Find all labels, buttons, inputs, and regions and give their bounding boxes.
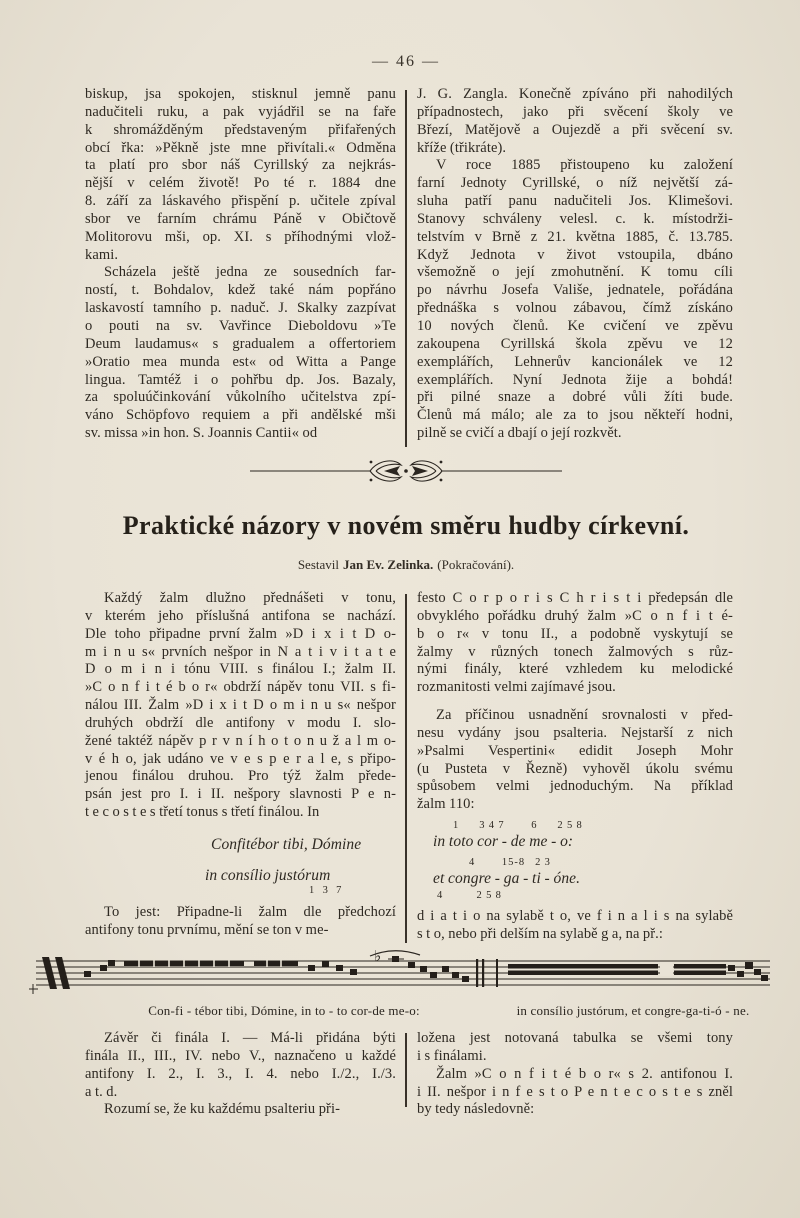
text-line: i s finálami. <box>417 1047 487 1064</box>
text-line: To jest: Připadne-li žalm dle předchozí <box>104 903 396 920</box>
text-line: 8. září za láskavého přispění p. učitele zpíval <box>85 193 396 210</box>
text-line: telstvím v Brně z 21. května 1885, č. 13.785. <box>417 228 733 245</box>
middle-right-text <box>417 590 733 814</box>
text-line: žalm 110: <box>417 796 475 813</box>
text-line: kříže (třikráte). <box>417 139 507 156</box>
text-line: nesu vydány jsou psalteria. Nejstarší z nich <box>417 724 733 741</box>
ornament-divider <box>250 456 562 486</box>
paragraph <box>417 1066 733 1120</box>
text-line: Závěr či finála I. — Má-li přidána býti <box>104 1030 396 1046</box>
text-line: jenou finálou druhou. Pro týž žalm přede- <box>85 768 396 785</box>
text-line: exemplářích, Lehnerův kancionálek ve 12 <box>417 353 733 370</box>
text-line: při pilné snaze a dobré vůli žíti bude. <box>417 389 733 406</box>
text-line: lingua. Tamtéž i o pohřbu dp. Jos. Bazaly, <box>85 371 396 388</box>
text-line: Deum laudamus« s gradualem a offertoriem <box>85 335 396 352</box>
text-line: Členů má málo; ale za to jsou někteří hodni, <box>417 407 733 424</box>
paragraph <box>417 157 733 443</box>
text-line: k shromážděným představeným přifařených <box>85 121 396 138</box>
text-line: antifony tonu prvnímu, mění se ton v me- <box>85 921 329 938</box>
text-line: exemplářích. Nyní Jednota žije a bohdá! <box>417 371 733 388</box>
example-tone-numbers: 4 2 5 8 <box>437 890 502 902</box>
paragraph <box>85 86 396 264</box>
text-line: »Oratio mea munda est« od Witta a Pange <box>85 353 396 370</box>
bottom-left-column <box>85 1030 396 1119</box>
bottom-right-column <box>417 1030 733 1119</box>
middle-right-column <box>417 590 733 944</box>
byline-continuation: (Pokračování). <box>437 557 515 572</box>
middle-left-text <box>85 590 396 822</box>
example-line: et congre - ga - ti - óne. <box>433 870 581 888</box>
text-line: D o m i n i tónu VIII. s finálou I.; žalm II. <box>85 661 396 678</box>
text-line: Rozumí se, že ku každému psalteriu při- <box>104 1101 341 1118</box>
text-line: laskavostí tamního p. naduč. J. Skalky zazpívat <box>85 300 396 317</box>
text-line: ností, t. Bohdalov, kdež také nám popřáno <box>85 282 396 299</box>
article-title: Praktické názory v novém směru hudby církevní. <box>122 511 690 540</box>
text-line: d i a t i o na sylabě t o, ve f i n a l i s na sylabě <box>417 908 733 925</box>
psalm-example-left <box>85 835 396 897</box>
text-line: Březí, Matějově a Oujezdě a při svěcení sv. <box>417 121 733 138</box>
text-line: Molitorovu mši, op. XI. s příhodnými vlož- <box>85 228 396 245</box>
text-line: Dle toho připadne první žalm »D i x i t D o- <box>85 625 396 642</box>
text-line: o pouti na sv. Vavřince Dieboldovu »Te <box>85 317 396 334</box>
text-line: finála II., III., IV. nebo V., naznačeno u každé <box>85 1047 396 1064</box>
text-line: by tedy následovně: <box>417 1101 535 1118</box>
text-line: obvyklého pořádku druhý žalm »C o n f i t é- <box>417 607 733 624</box>
paragraph <box>85 590 396 822</box>
example-tone-numbers: 4 15-8 2 3 <box>469 857 551 869</box>
text-line: v é h o, jak udáno ve v e s p e r a l e, s připo- <box>85 750 396 767</box>
paragraph <box>417 1030 733 1066</box>
text-line: psán jest pro I. i II. nešpory slavnosti P e n- <box>85 786 396 803</box>
paragraph <box>85 264 396 442</box>
svg-text:♭: ♭ <box>374 949 382 965</box>
text-line: t e c o s t e s třetí tonus s třetí finálou. In <box>85 804 320 821</box>
text-line: nými finály, které vzhledem ku melodické <box>417 661 733 678</box>
text-line: farní Jednoty Cyrillské, o níž největší zá- <box>417 175 733 192</box>
text-line: J. G. Zangla. Konečně zpíváno při nahodilých <box>417 86 733 102</box>
text-line: Scházela ještě jedna ze sousedních far- <box>104 264 396 281</box>
example-line: in toto cor - de me - o: <box>433 833 574 851</box>
example-tone-numbers: 1 3 4 7 6 2 5 8 <box>453 820 583 832</box>
text-line: rozmanitosti velmi zajímavé jsou. <box>417 679 616 696</box>
text-line: zakoupena Cyrillská škola zpěvu ve 12 <box>417 335 733 352</box>
paragraph <box>417 590 733 697</box>
example-line: in consílio justórum <box>205 866 331 884</box>
text-line: Za příčinou usnadnění srovnalosti v před- <box>436 707 733 724</box>
text-line: festo C o r p o r i s C h r i s t i předepsán dle <box>417 590 733 606</box>
text-line: antifony I. 2., I. 3., I. 4. nebo I./2., I./3. <box>85 1065 396 1082</box>
paragraph <box>85 904 396 940</box>
middle-left-text2 <box>85 904 396 940</box>
text-line: přednáška s volnou zábavou, čímž získáno <box>417 300 733 317</box>
text-line: nadučiteli ruku, a pak vyjádřil se na faře <box>85 103 396 120</box>
byline-author: Jan Ev. Zelinka. <box>342 557 434 572</box>
paragraph <box>85 1030 396 1101</box>
text-line: po návrhu Josefa Vališe, jednatele, pořádána <box>417 282 733 299</box>
text-line: sv. missa »in hon. S. Joannis Cantii« od <box>85 425 318 442</box>
paragraph <box>417 707 733 814</box>
text-line: všemožně o její zmohutnění. K tomu cíli <box>417 264 733 281</box>
article-byline <box>70 557 742 573</box>
middle-right-text2 <box>417 908 733 944</box>
text-line: a t. d. <box>85 1083 118 1100</box>
page-number: — 46 — <box>372 53 440 70</box>
text-line: Stanovy schváleny velesl. c. k. místodrži- <box>417 210 733 227</box>
text-line: biskup, jsa spokojen, stisknul jemně panu <box>85 86 396 102</box>
text-line: Žalm »C o n f i t é b o r« s 2. antifonou I. <box>436 1065 733 1082</box>
byline-prefix: Sestavil <box>297 557 339 572</box>
paragraph <box>85 1101 396 1119</box>
text-line: ta platí pro sbor náš Cyrillský za nejkrás- <box>85 157 396 174</box>
text-line: v kterém jeho příslušná antifona se nachází. <box>85 607 396 624</box>
text-line: b o r« v tonu II., a podobně vyskytují se <box>417 625 733 642</box>
staff-caption-left: Con-fi - tébor tibi, Dómine, in to - to cor-de me-o: <box>148 1003 420 1018</box>
text-line: kami. <box>85 246 119 263</box>
staff-breath-gap <box>660 962 673 976</box>
text-line: váno Schöpfovo requiem a při andělské mši <box>85 407 396 424</box>
middle-left-column <box>85 590 396 940</box>
text-line: Každý žalm dlužno přednášeti v tonu, <box>104 590 396 606</box>
text-line: (u Pusteta v Řezně) vyhověl úkolu svému <box>417 760 733 777</box>
text-line: Když Jednota v život vstoupila, dbáno <box>417 246 733 263</box>
text-line: sluha patří panu nadučiteli Jos. Klimešovi. <box>417 193 733 210</box>
music-staff-notation <box>26 949 774 1003</box>
text-line: ložena jest notovaná tabulka se všemi tony <box>417 1030 733 1046</box>
psalm-example-right <box>417 820 733 902</box>
top-right-column <box>417 86 733 443</box>
text-line: spůsobem velmi jednoduchým. Na příklad <box>417 778 733 795</box>
text-line: »Psalmi Vespertini« edidit Joseph Mohr <box>417 742 733 759</box>
text-line: nější v celém životě! Po té r. 1884 dne <box>85 175 396 192</box>
example-tone-numbers: 1 3 7 <box>309 884 345 896</box>
top-left-column <box>85 86 396 443</box>
column-divider-middle <box>405 594 407 943</box>
text-line: nálou III. Žalm »D i x i t D o m i n u s« nešpor <box>85 697 396 714</box>
column-divider-top <box>405 90 407 447</box>
text-line: za spoluúčinkování vůkolního učitelstva zpí- <box>85 389 396 406</box>
text-line: »C o n f i t é b o r« obdrží nápěv tonu VII. s fi- <box>85 679 396 696</box>
text-line: druhých obdrží dle antifony v modu I. slo- <box>85 714 396 731</box>
column-divider-bottom <box>405 1033 407 1107</box>
text-line: žené taktéž nápěv p r v n í h o t o n u ž a l m o- <box>85 732 396 749</box>
example-line: Confitébor tibi, Dómine <box>211 835 362 853</box>
text-line: i II. nešpor i n f e s t o P e n t e c o s t e s zněl <box>417 1083 733 1100</box>
text-line: případnostech, jako při svěcení školy ve <box>417 103 733 120</box>
staff-caption-right: in consílio justórum, et congre-ga-ti-ó - ne. <box>516 1003 750 1018</box>
paragraph <box>417 86 733 157</box>
text-line: žalmy v různých tonech žalmových s růz- <box>417 643 733 660</box>
text-line: s t o, nebo při delším na sylabě g a, na př.: <box>417 925 664 942</box>
text-line: m i n u s« prvních nešpor in N a t i v i t a t e <box>85 643 396 660</box>
text-line: obcí řka: »Pěkně jste mne přivítali.« Odměna <box>85 139 396 156</box>
text-line: V roce 1885 přistoupeno ku založení <box>436 157 733 174</box>
text-line: pilně se cvičí a dbají o její rozkvět. <box>417 425 622 442</box>
text-line: 10 nových členů. Ke cvičení ve zpěvu <box>417 317 733 334</box>
paragraph <box>417 908 733 944</box>
text-line: sbor ve farním chrámu Páně v Običtově <box>85 210 396 227</box>
